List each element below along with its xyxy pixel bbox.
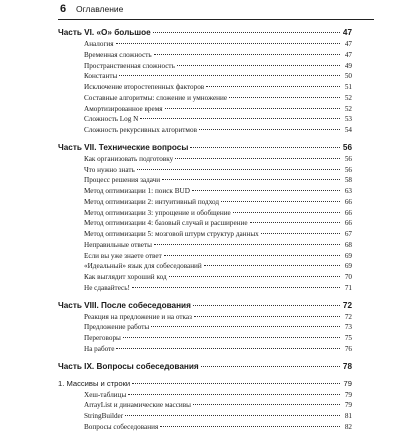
toc-item[interactable]	[58, 252, 352, 263]
item-title: Временная сложность	[84, 50, 152, 59]
dot-leader	[165, 108, 340, 109]
dot-leader	[175, 158, 340, 159]
item-page: 73	[344, 323, 352, 332]
dot-leader	[116, 348, 340, 349]
chapter-title: 1. Массивы и строки	[58, 378, 131, 388]
item-title: Метод оптимизации 3: упрощение и обобщение	[84, 208, 231, 217]
item-title: Сложность Log N	[84, 115, 139, 124]
part-title: Часть VI. «O» большое	[58, 28, 151, 37]
toc-item[interactable]	[58, 94, 352, 105]
dot-leader	[193, 404, 340, 405]
item-title: Метод оптимизации 4: базовый случай и расширение	[84, 219, 248, 228]
toc-item[interactable]	[58, 83, 352, 94]
toc-item[interactable]	[58, 262, 352, 273]
item-page: 49	[344, 61, 352, 70]
dot-leader	[261, 233, 340, 234]
item-page: 79	[344, 401, 352, 410]
toc-item[interactable]	[58, 241, 352, 252]
item-page: 72	[344, 312, 352, 321]
dot-leader	[250, 222, 340, 223]
item-title: Что нужно знать	[84, 165, 135, 174]
toc-chapter-1[interactable]	[58, 379, 352, 391]
item-title: Как организовать подготовку	[84, 154, 174, 163]
dot-leader	[160, 426, 340, 427]
dot-leader	[199, 129, 340, 130]
toc-item[interactable]	[58, 412, 352, 423]
running-header	[58, 5, 374, 20]
toc-item[interactable]	[58, 176, 352, 187]
item-page: 47	[344, 40, 352, 48]
item-title: Сложность рекурсивных алгоритмов	[84, 126, 197, 134]
toc-part-6[interactable]	[58, 28, 352, 40]
item-page: 70	[344, 273, 352, 281]
item-title: StringBuilder	[84, 412, 124, 420]
item-page: 66	[344, 197, 352, 206]
item-page: 71	[344, 283, 352, 292]
item-page: 76	[344, 344, 352, 353]
item-title: Неправильные ответы	[84, 240, 152, 249]
dot-leader	[125, 415, 340, 416]
dot-leader	[154, 54, 340, 55]
toc-item[interactable]	[58, 323, 352, 334]
item-title: Переговоры	[84, 334, 121, 342]
dot-leader	[177, 65, 340, 66]
chapter-page: 79	[343, 378, 352, 388]
item-title: На работе	[84, 344, 115, 353]
item-page: 50	[344, 72, 352, 81]
item-title: Аналогия	[84, 40, 114, 48]
dot-leader	[169, 276, 340, 277]
part-title: Часть VIII. После собеседования	[58, 300, 191, 310]
item-title: ArrayList и динамические массивы	[84, 401, 191, 410]
dot-leader	[162, 179, 340, 180]
table-of-contents	[58, 28, 352, 434]
dot-leader	[132, 287, 340, 288]
dot-leader	[123, 337, 340, 338]
part-page: 72	[342, 300, 352, 310]
item-title: Метод оптимизации 5: мозговой штурм структур данных	[84, 230, 259, 238]
toc-item[interactable]	[58, 72, 352, 83]
toc-item[interactable]	[58, 219, 352, 230]
item-title: Пространственная сложность	[84, 61, 175, 70]
item-page: 75	[344, 334, 352, 342]
item-title: «Идеальный» язык для собеседований	[84, 262, 202, 271]
toc-item[interactable]	[58, 273, 352, 284]
toc-item[interactable]	[58, 126, 352, 137]
dot-leader	[190, 147, 340, 148]
item-page: 51	[344, 83, 352, 91]
item-page: 52	[344, 93, 352, 102]
toc-item[interactable]	[58, 391, 352, 402]
dot-leader	[193, 305, 340, 306]
toc-item[interactable]	[58, 40, 352, 51]
item-page: 66	[344, 219, 352, 228]
dot-leader	[194, 316, 340, 317]
item-title: Если вы уже знаете ответ	[84, 251, 162, 260]
toc-item[interactable]	[58, 209, 352, 220]
dot-leader	[128, 394, 340, 395]
toc-item[interactable]	[58, 313, 352, 324]
item-page: 69	[344, 262, 352, 271]
header-title: Оглавление	[76, 4, 124, 14]
item-title: Как выглядит хороший код	[84, 273, 167, 281]
part-page: 47	[342, 28, 352, 37]
item-page: 67	[344, 230, 352, 238]
toc-item[interactable]	[58, 284, 352, 295]
dot-leader	[116, 43, 340, 44]
item-title: Метод оптимизации 2: интуитивный подход	[84, 197, 220, 206]
toc-part-8[interactable]	[58, 301, 352, 313]
toc-item[interactable]	[58, 198, 352, 209]
item-title: Вопросы собеседования	[84, 422, 159, 431]
part-title: Часть VII. Технические вопросы	[58, 142, 189, 152]
toc-part-7[interactable]	[58, 143, 352, 155]
item-title: Метод оптимизации 1: поиск BUD	[84, 187, 190, 195]
item-page: 82	[344, 422, 352, 431]
item-page: 68	[344, 240, 352, 249]
item-title: Константы	[84, 72, 118, 81]
dot-leader	[164, 255, 340, 256]
header-page-number: 6	[60, 3, 67, 15]
dot-leader	[154, 244, 340, 245]
toc-item[interactable]	[58, 401, 352, 412]
dot-leader	[201, 366, 340, 367]
toc-part-9[interactable]	[58, 362, 352, 374]
item-page: 56	[344, 154, 352, 163]
toc-item[interactable]	[58, 105, 352, 116]
item-page: 54	[344, 126, 352, 134]
item-page: 47	[344, 50, 352, 59]
dot-leader	[132, 383, 340, 384]
part-title: Часть IX. Вопросы собеседования	[58, 361, 199, 371]
dot-leader	[153, 32, 340, 33]
item-title: Составные алгоритмы: сложение и умножение	[84, 93, 228, 102]
item-page: 69	[344, 251, 352, 260]
item-title: Предложение работы	[84, 323, 150, 332]
item-title: Исключение второстепенных факторов	[84, 83, 205, 91]
toc-item[interactable]	[58, 166, 352, 177]
item-title: Амортизированное время	[84, 104, 163, 113]
item-title: Не сдавайтесь!	[84, 283, 130, 292]
item-page: 81	[344, 412, 352, 420]
part-page: 78	[342, 361, 352, 371]
dot-leader	[192, 190, 340, 191]
part-page: 56	[342, 142, 352, 152]
dot-leader	[151, 326, 340, 327]
dot-leader	[204, 265, 340, 266]
item-page: 52	[344, 104, 352, 113]
item-title: Хеш-таблицы	[84, 390, 127, 399]
dot-leader	[233, 212, 340, 213]
dot-leader	[221, 201, 340, 202]
item-page: 63	[344, 187, 352, 195]
item-page: 56	[344, 165, 352, 174]
toc-item[interactable]	[58, 62, 352, 73]
dot-leader	[140, 118, 340, 119]
item-page: 53	[344, 115, 352, 124]
item-page: 79	[344, 390, 352, 399]
item-page: 58	[344, 176, 352, 185]
toc-item[interactable]	[58, 155, 352, 166]
toc-item[interactable]	[58, 334, 352, 345]
item-title: Процесс решения задачи	[84, 176, 161, 185]
toc-item[interactable]	[58, 345, 352, 356]
toc-item[interactable]	[58, 115, 352, 126]
dot-leader	[229, 97, 340, 98]
dot-leader	[137, 169, 340, 170]
dot-leader	[206, 86, 340, 87]
toc-item[interactable]	[58, 423, 352, 434]
dot-leader	[119, 75, 340, 76]
item-page: 66	[344, 208, 352, 217]
toc-item[interactable]	[58, 230, 352, 241]
toc-item[interactable]	[58, 51, 352, 62]
toc-item[interactable]	[58, 187, 352, 198]
item-title: Реакция на предложение и на отказ	[84, 312, 192, 321]
